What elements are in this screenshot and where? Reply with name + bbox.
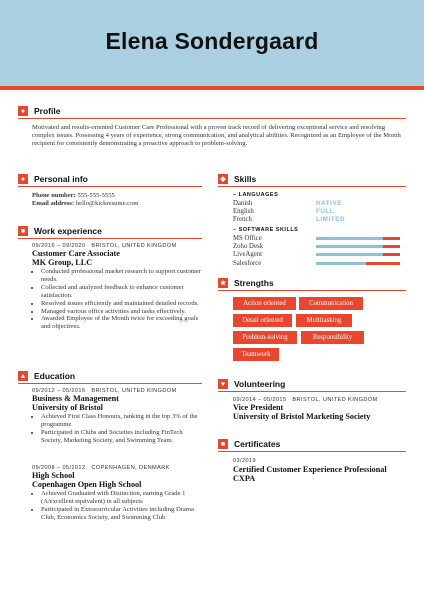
person-icon: ● <box>18 106 28 116</box>
education-heading <box>18 371 75 381</box>
profile-heading <box>18 106 60 116</box>
list-item: • Collected and analyzed feedback to enhance customer satisfaction. <box>41 284 204 300</box>
list-item: • Participated in Clubs and Societies including FinTech Society, Marketing Society, and Swimming Team. <box>41 429 204 445</box>
certificates-title: Certificates <box>234 439 281 449</box>
language-name: Danish <box>233 200 253 207</box>
work-date: 09/2016 – 09/2020 <box>32 243 86 249</box>
language-list <box>233 200 313 225</box>
strength-tag: Teamwork <box>233 348 279 361</box>
skill-bar <box>316 262 400 265</box>
profile-title: Profile <box>34 106 61 116</box>
skill-bar-fill <box>383 245 400 248</box>
header-accent-bar <box>0 86 424 90</box>
education-date: 09/2012 – 05/2016 <box>32 388 86 394</box>
certificate-icon: ■ <box>218 439 228 449</box>
strengths-heading <box>218 278 274 288</box>
strength-tag: Communication <box>299 297 363 310</box>
skill-bar-fill <box>366 262 400 265</box>
volunteering-role: Vice President <box>233 403 284 412</box>
skills-heading <box>218 174 256 184</box>
education-rule <box>18 383 202 384</box>
work-title: Work experience <box>34 226 102 236</box>
education-entry-1 <box>32 388 204 445</box>
profile-text: Motivated and results-oriented Customer Care Professional with a proven track record of delivering exceptional service and resolving complex issues. Possessing 4 years of experience, strong communication, and analytical abilities. Recognized as an Employee of the Month recipient for consistently demonstrating a proactive approach to problem-solving. <box>32 124 401 148</box>
candidate-name: Elena Sondergaard <box>105 28 319 54</box>
work-heading <box>18 226 102 236</box>
certificate-date: 03/2019 <box>233 458 257 464</box>
briefcase-icon: ■ <box>18 226 28 236</box>
languages-label: – LANGUAGES <box>233 192 279 198</box>
strength-tag: Problem-solving <box>233 331 297 344</box>
profile-rule <box>18 118 406 119</box>
strengths-title: Strengths <box>234 278 274 288</box>
list-item: • Conducted professional market research to support customer needs. <box>41 268 204 284</box>
education-location: COPENHAGEN, DENMARK <box>91 465 170 471</box>
work-rule <box>18 238 202 239</box>
tools-icon: ◆ <box>218 174 228 184</box>
education-date: 09/2008 – 05/2012 <box>32 465 86 471</box>
list-item: • Awarded Employee of the Month twice for exceeding goals and objectives. <box>41 315 204 331</box>
work-location: BRISTOL, UNITED KINGDOM <box>91 243 177 249</box>
strength-tag: Responsibility <box>301 331 364 344</box>
work-role: Customer Care Associate <box>32 249 120 258</box>
volunteering-title: Volunteering <box>234 379 286 389</box>
language-name: English <box>233 208 254 216</box>
skills-title: Skills <box>234 174 257 184</box>
certificate-name: Certified Customer Experience Professional <box>233 465 387 474</box>
certificate-org: CXPA <box>233 474 256 483</box>
star-icon: ★ <box>219 279 227 287</box>
volunteering-entry <box>233 397 408 421</box>
graduation-cap-icon: ▲ <box>19 372 27 380</box>
software-name: MS Office <box>233 235 262 242</box>
skill-bar-fill <box>383 253 400 256</box>
list-item: • Resolved issues efficiently and maintained detailed records. <box>41 300 204 308</box>
list-item: • Achieved Graduated with Distinction, earning Grade 1 (A/excellent equivalent) in all subjects <box>41 490 204 506</box>
certificate-entry <box>233 458 408 483</box>
education-degree: High School <box>32 471 75 480</box>
volunteering-org: University of Bristol Marketing Society <box>233 412 371 421</box>
heart-icon: ♥ <box>218 379 228 389</box>
email-label: Email address: <box>32 200 75 208</box>
education-school: University of Bristol <box>32 403 103 412</box>
software-name: LiveAgent <box>233 251 263 259</box>
volunteering-rule <box>218 391 406 392</box>
education-entry-2 <box>32 465 204 522</box>
strength-tag: Detail oriented <box>233 314 292 327</box>
education-location: BRISTOL, UNITED KINGDOM <box>91 388 177 394</box>
skill-bar <box>316 253 400 256</box>
language-level: FULL <box>316 208 335 216</box>
volunteering-date: 09/2014 – 05/2015 <box>233 397 287 403</box>
skill-bar <box>316 245 400 248</box>
list-item: • Achieved First Class Honours, ranking in the top 3% of the programme <box>41 413 204 429</box>
work-entry <box>32 243 204 331</box>
email-value: hello@kickresume.com <box>75 200 139 208</box>
personal-info-heading <box>18 174 88 184</box>
person-icon: ● <box>18 174 28 184</box>
languages-label-text: LANGUAGES <box>238 192 279 198</box>
personal-info-title: Personal info <box>34 174 88 184</box>
software-label: – SOFTWARE SKILLS <box>233 227 299 233</box>
language-level: NATIVE <box>316 200 342 207</box>
personal-info-rule <box>18 186 202 187</box>
list-item: • Participated in Extracurricular Activities including Drama Club, Economics Society, and Swimming Club <box>41 506 204 522</box>
language-levels <box>316 200 406 225</box>
strength-tag: Multitasking <box>296 314 352 327</box>
volunteering-location: BRISTOL, UNITED KINGDOM <box>292 397 378 403</box>
skill-bar <box>316 237 400 240</box>
work-bullets <box>32 268 204 331</box>
personal-info-block <box>32 192 204 208</box>
list-item: • Managed various office activities and tasks effectively. <box>41 308 204 316</box>
work-org: MK Group, LLC <box>32 258 93 267</box>
strength-tag: Action oriented <box>233 297 296 310</box>
education-bullets <box>32 490 204 522</box>
language-level: LIMITED <box>316 216 346 224</box>
education-bullets <box>32 413 204 445</box>
skill-bar-fill <box>383 237 400 240</box>
software-label-text: SOFTWARE SKILLS <box>238 227 299 233</box>
education-degree: Business & Management <box>32 394 119 403</box>
volunteering-heading <box>218 379 285 389</box>
software-list <box>233 235 313 268</box>
certificates-rule <box>218 451 406 452</box>
education-title: Education <box>34 371 76 381</box>
education-school: Copenhagen Open High School <box>32 480 142 489</box>
software-name: Zoho Desk <box>233 243 264 251</box>
software-name: Salesforce <box>233 259 262 267</box>
strengths-rule <box>218 290 406 291</box>
phone-value: 555-555-5555 <box>77 192 115 199</box>
skills-rule <box>218 186 406 187</box>
phone-label: Phone number: <box>32 192 76 199</box>
language-name: French <box>233 216 252 224</box>
certificates-heading <box>218 439 280 449</box>
